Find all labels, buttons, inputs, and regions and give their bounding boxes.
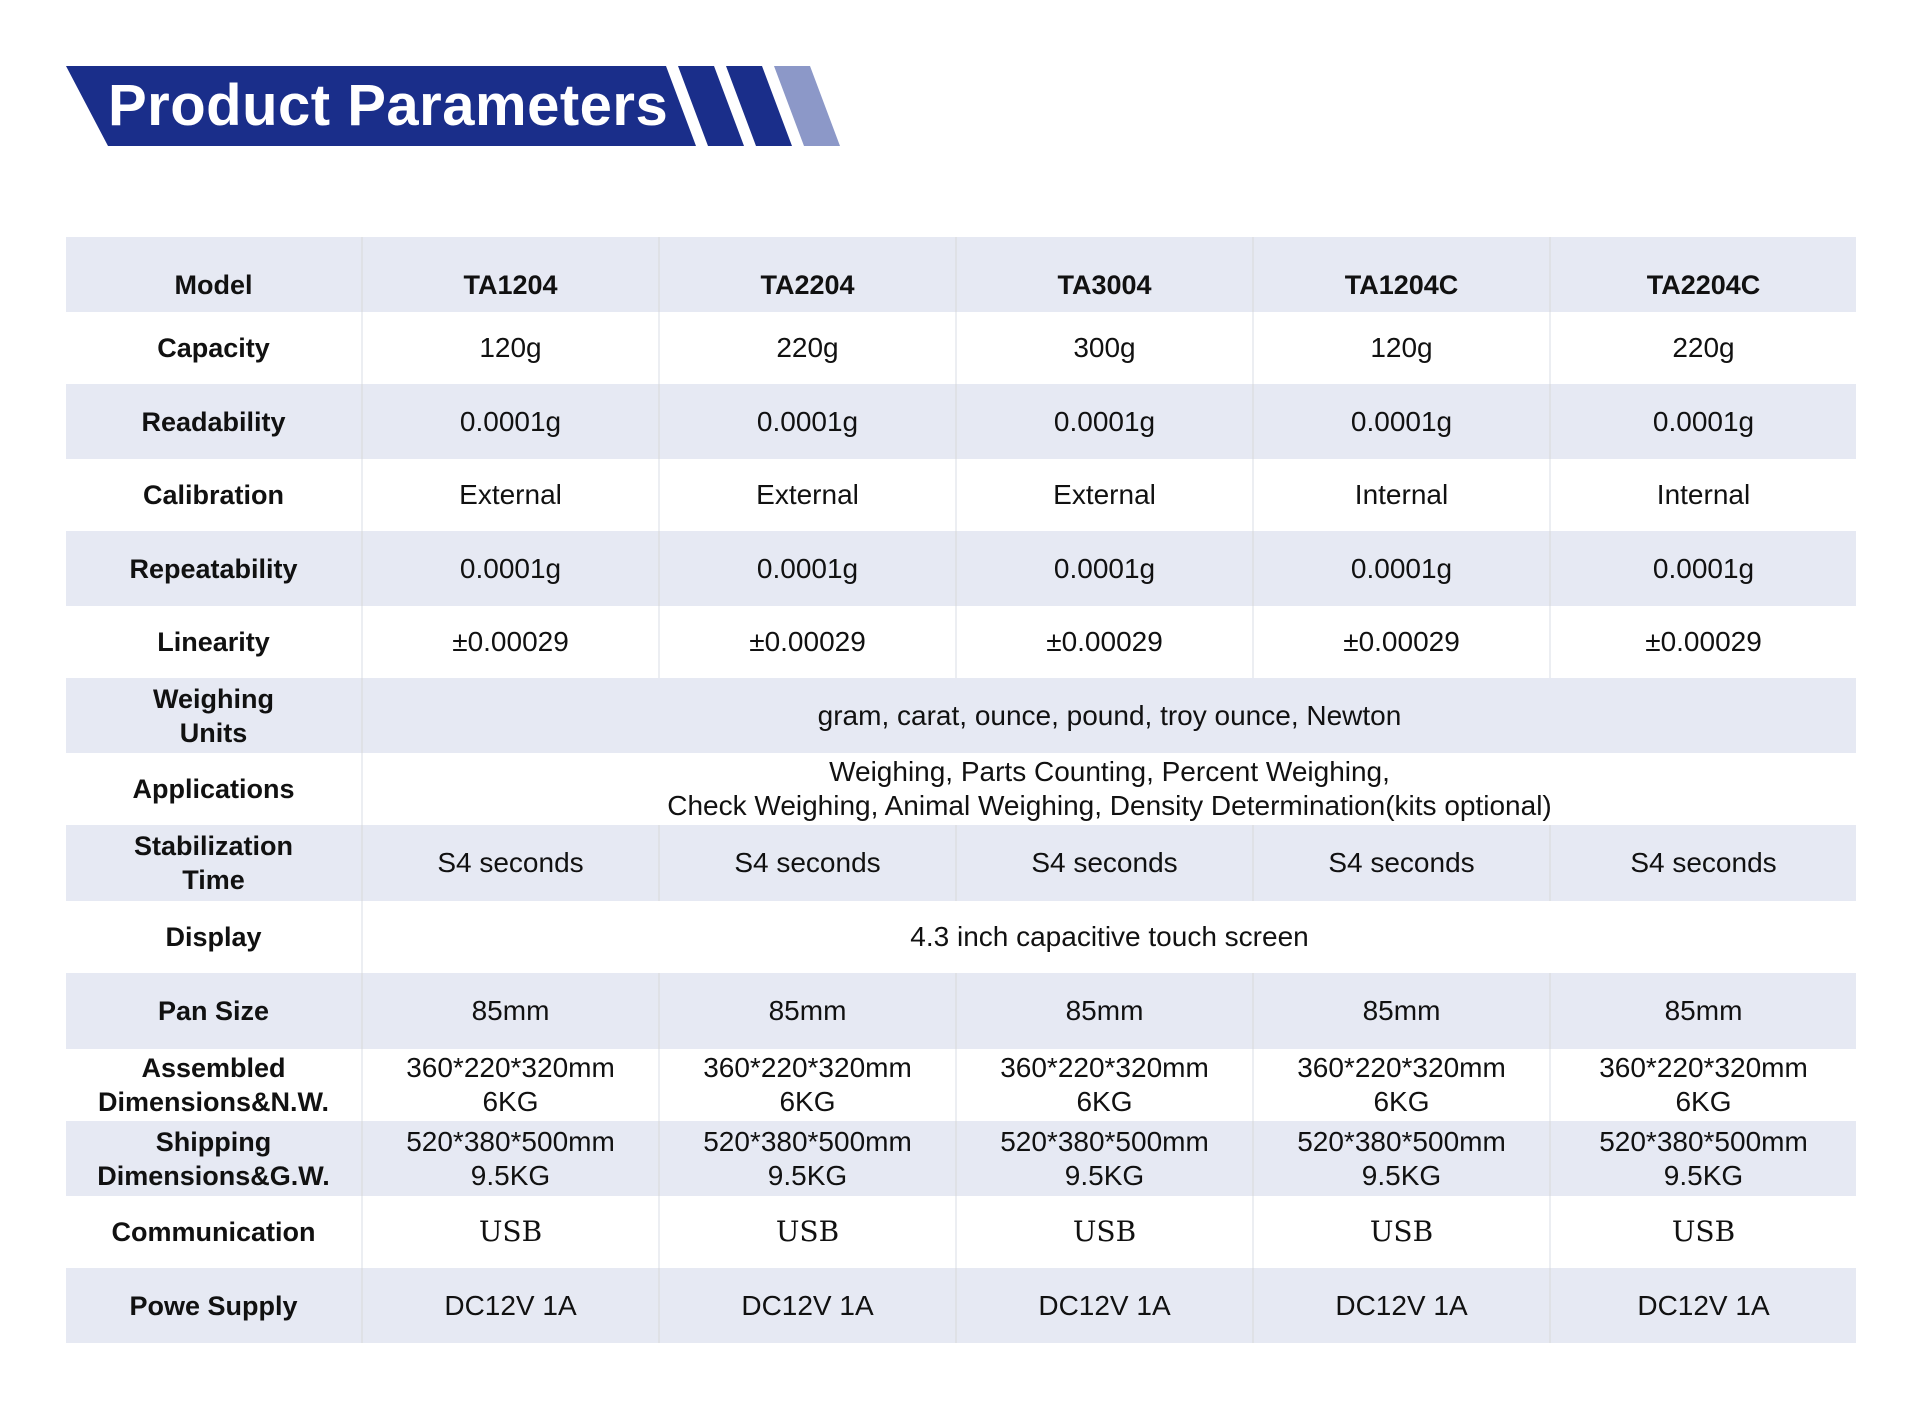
cell-line: 360*220*320mm xyxy=(703,1052,912,1083)
table-row-shipping-dimensions xyxy=(66,1121,1856,1196)
cell-line: 520*380*500mm xyxy=(703,1125,912,1157)
cell-line: 9.5KG xyxy=(1064,1159,1145,1191)
table-cell: 120g xyxy=(362,312,659,384)
table-cell: USB xyxy=(1253,1196,1550,1268)
table-cell: USB xyxy=(659,1196,956,1268)
cell-line: 520*380*500mm xyxy=(1599,1125,1808,1157)
table-cell: 0.0001g xyxy=(1253,531,1550,606)
row-label-applications: Applications xyxy=(132,774,295,804)
cell-line: 360*220*320mm xyxy=(1599,1052,1808,1083)
applications-line: Weighing, Parts Counting, Percent Weighing, xyxy=(829,756,1390,787)
table-cell: S4 seconds xyxy=(956,825,1253,901)
row-label-weighing-units xyxy=(66,678,362,753)
table-cell: 0.0001g xyxy=(362,531,659,606)
display-value: 4.3 inch capacitive touch screen xyxy=(362,901,1856,973)
table-cell: S4 seconds xyxy=(362,825,659,901)
cell-line: 6KG xyxy=(779,1086,836,1117)
row-label-communication: Communication xyxy=(111,1217,316,1247)
cell-line: 6KG xyxy=(1076,1086,1133,1117)
model-ta2204c: TA2204C xyxy=(1550,237,1856,312)
table-cell xyxy=(956,1049,1253,1121)
table-cell: 85mm xyxy=(362,973,659,1049)
label-line: Assembled xyxy=(141,1053,286,1083)
table-cell: 0.0001g xyxy=(956,531,1253,606)
table-cell: 85mm xyxy=(956,973,1253,1049)
table-cell: External xyxy=(659,459,956,531)
cell-line: 520*380*500mm xyxy=(406,1125,615,1157)
cell-line: 520*380*500mm xyxy=(1000,1125,1209,1157)
table-row-capacity xyxy=(66,312,1856,384)
table-cell: ±0.00029 xyxy=(659,606,956,678)
table-cell: USB xyxy=(1550,1196,1856,1268)
table-cell: 300g xyxy=(956,312,1253,384)
row-label-shipping-dimensions xyxy=(66,1121,362,1196)
row-label-power-supply: Powe Supply xyxy=(66,1268,362,1343)
model-ta3004: TA3004 xyxy=(956,237,1253,312)
applications-line: Check Weighing, Animal Weighing, Density Determination(kits optional) xyxy=(667,790,1552,821)
table-cell: ±0.00029 xyxy=(956,606,1253,678)
row-label-model: Model xyxy=(66,237,362,312)
table-cell: 85mm xyxy=(659,973,956,1049)
table-cell: 0.0001g xyxy=(1550,384,1856,459)
table-cell: Internal xyxy=(1550,459,1856,531)
model-ta2204: TA2204 xyxy=(659,237,956,312)
label-line: Dimensions&G.W. xyxy=(97,1160,330,1191)
table-row-pan-size xyxy=(66,973,1856,1049)
label-line: Weighing xyxy=(153,683,274,714)
table-row-calibration xyxy=(66,459,1856,531)
table-cell xyxy=(1550,1121,1856,1196)
row-label-calibration: Calibration xyxy=(142,480,284,510)
cell-line: 9.5KG xyxy=(1663,1159,1744,1191)
model-ta1204: TA1204 xyxy=(362,237,659,312)
spec-table xyxy=(66,237,1856,1343)
table-cell: DC12V 1A xyxy=(1253,1268,1550,1343)
cell-line: 360*220*320mm xyxy=(1000,1052,1209,1083)
table-cell xyxy=(362,1049,659,1121)
label-line: Time xyxy=(182,865,245,895)
table-cell xyxy=(956,1121,1253,1196)
table-cell xyxy=(659,1121,956,1196)
table-cell: 85mm xyxy=(1253,973,1550,1049)
cell-line: 360*220*320mm xyxy=(406,1052,615,1083)
cell-line: 6KG xyxy=(1675,1086,1732,1117)
label-line: Units xyxy=(179,717,248,748)
table-row-stabilization-time xyxy=(66,825,1856,901)
table-cell: DC12V 1A xyxy=(956,1268,1253,1343)
table-row-readability xyxy=(66,384,1856,459)
table-row-power-supply xyxy=(66,1268,1856,1343)
table-cell: DC12V 1A xyxy=(362,1268,659,1343)
table-cell xyxy=(659,1049,956,1121)
row-label-assembled-dimensions xyxy=(66,1049,362,1121)
cell-line: 520*380*500mm xyxy=(1297,1125,1506,1157)
table-cell: Internal xyxy=(1253,459,1550,531)
table-cell: ±0.00029 xyxy=(1550,606,1856,678)
cell-line: 9.5KG xyxy=(1361,1159,1442,1191)
table-cell: USB xyxy=(362,1196,659,1268)
table-row-communication xyxy=(66,1196,1856,1268)
model-ta1204c: TA1204C xyxy=(1253,237,1550,312)
applications-value xyxy=(362,753,1856,825)
table-cell: 0.0001g xyxy=(956,384,1253,459)
table-row-model xyxy=(66,237,1856,312)
label-line: Stabilization xyxy=(133,831,293,861)
cell-line: 6KG xyxy=(482,1086,539,1117)
cell-line: 360*220*320mm xyxy=(1297,1052,1506,1083)
table-cell: 0.0001g xyxy=(1550,531,1856,606)
table-cell xyxy=(1550,1049,1856,1121)
label-line: Dimensions&N.W. xyxy=(97,1087,330,1117)
row-label-pan-size: Pan Size xyxy=(66,973,362,1049)
table-cell xyxy=(362,1121,659,1196)
page-title: Product Parameters xyxy=(108,73,669,138)
table-row-applications xyxy=(66,753,1856,825)
row-label-display: Display xyxy=(165,922,262,952)
cell-line: 6KG xyxy=(1373,1086,1430,1117)
row-label-repeatability: Repeatability xyxy=(66,531,362,606)
table-cell xyxy=(1253,1121,1550,1196)
label-line: Shipping xyxy=(155,1126,272,1157)
table-cell: 0.0001g xyxy=(362,384,659,459)
title-banner xyxy=(66,66,846,146)
table-cell: 85mm xyxy=(1550,973,1856,1049)
table-row-assembled-dimensions xyxy=(66,1049,1856,1121)
table-cell: DC12V 1A xyxy=(1550,1268,1856,1343)
table-row-display xyxy=(66,901,1856,973)
table-cell xyxy=(1253,1049,1550,1121)
table-cell: S4 seconds xyxy=(659,825,956,901)
cell-line: 9.5KG xyxy=(767,1159,848,1191)
row-label-capacity: Capacity xyxy=(157,333,270,363)
table-row-linearity xyxy=(66,606,1856,678)
weighing-units-value: gram, carat, ounce, pound, troy ounce, Newton xyxy=(362,678,1856,753)
table-cell: DC12V 1A xyxy=(659,1268,956,1343)
table-cell: External xyxy=(956,459,1253,531)
table-cell: 220g xyxy=(659,312,956,384)
table-row-repeatability xyxy=(66,531,1856,606)
table-cell: 0.0001g xyxy=(659,531,956,606)
table-cell: 0.0001g xyxy=(659,384,956,459)
table-row-weighing-units xyxy=(66,678,1856,753)
table-cell: External xyxy=(362,459,659,531)
table-cell: ±0.00029 xyxy=(1253,606,1550,678)
row-label-readability: Readability xyxy=(66,384,362,459)
row-label-linearity: Linearity xyxy=(157,627,270,657)
table-cell: 220g xyxy=(1550,312,1856,384)
table-cell: 0.0001g xyxy=(1253,384,1550,459)
table-cell: USB xyxy=(956,1196,1253,1268)
table-cell: S4 seconds xyxy=(1253,825,1550,901)
cell-line: 9.5KG xyxy=(470,1159,551,1191)
table-cell: 120g xyxy=(1253,312,1550,384)
row-label-stabilization-time xyxy=(66,825,362,901)
table-cell: ±0.00029 xyxy=(362,606,659,678)
table-cell: S4 seconds xyxy=(1550,825,1856,901)
